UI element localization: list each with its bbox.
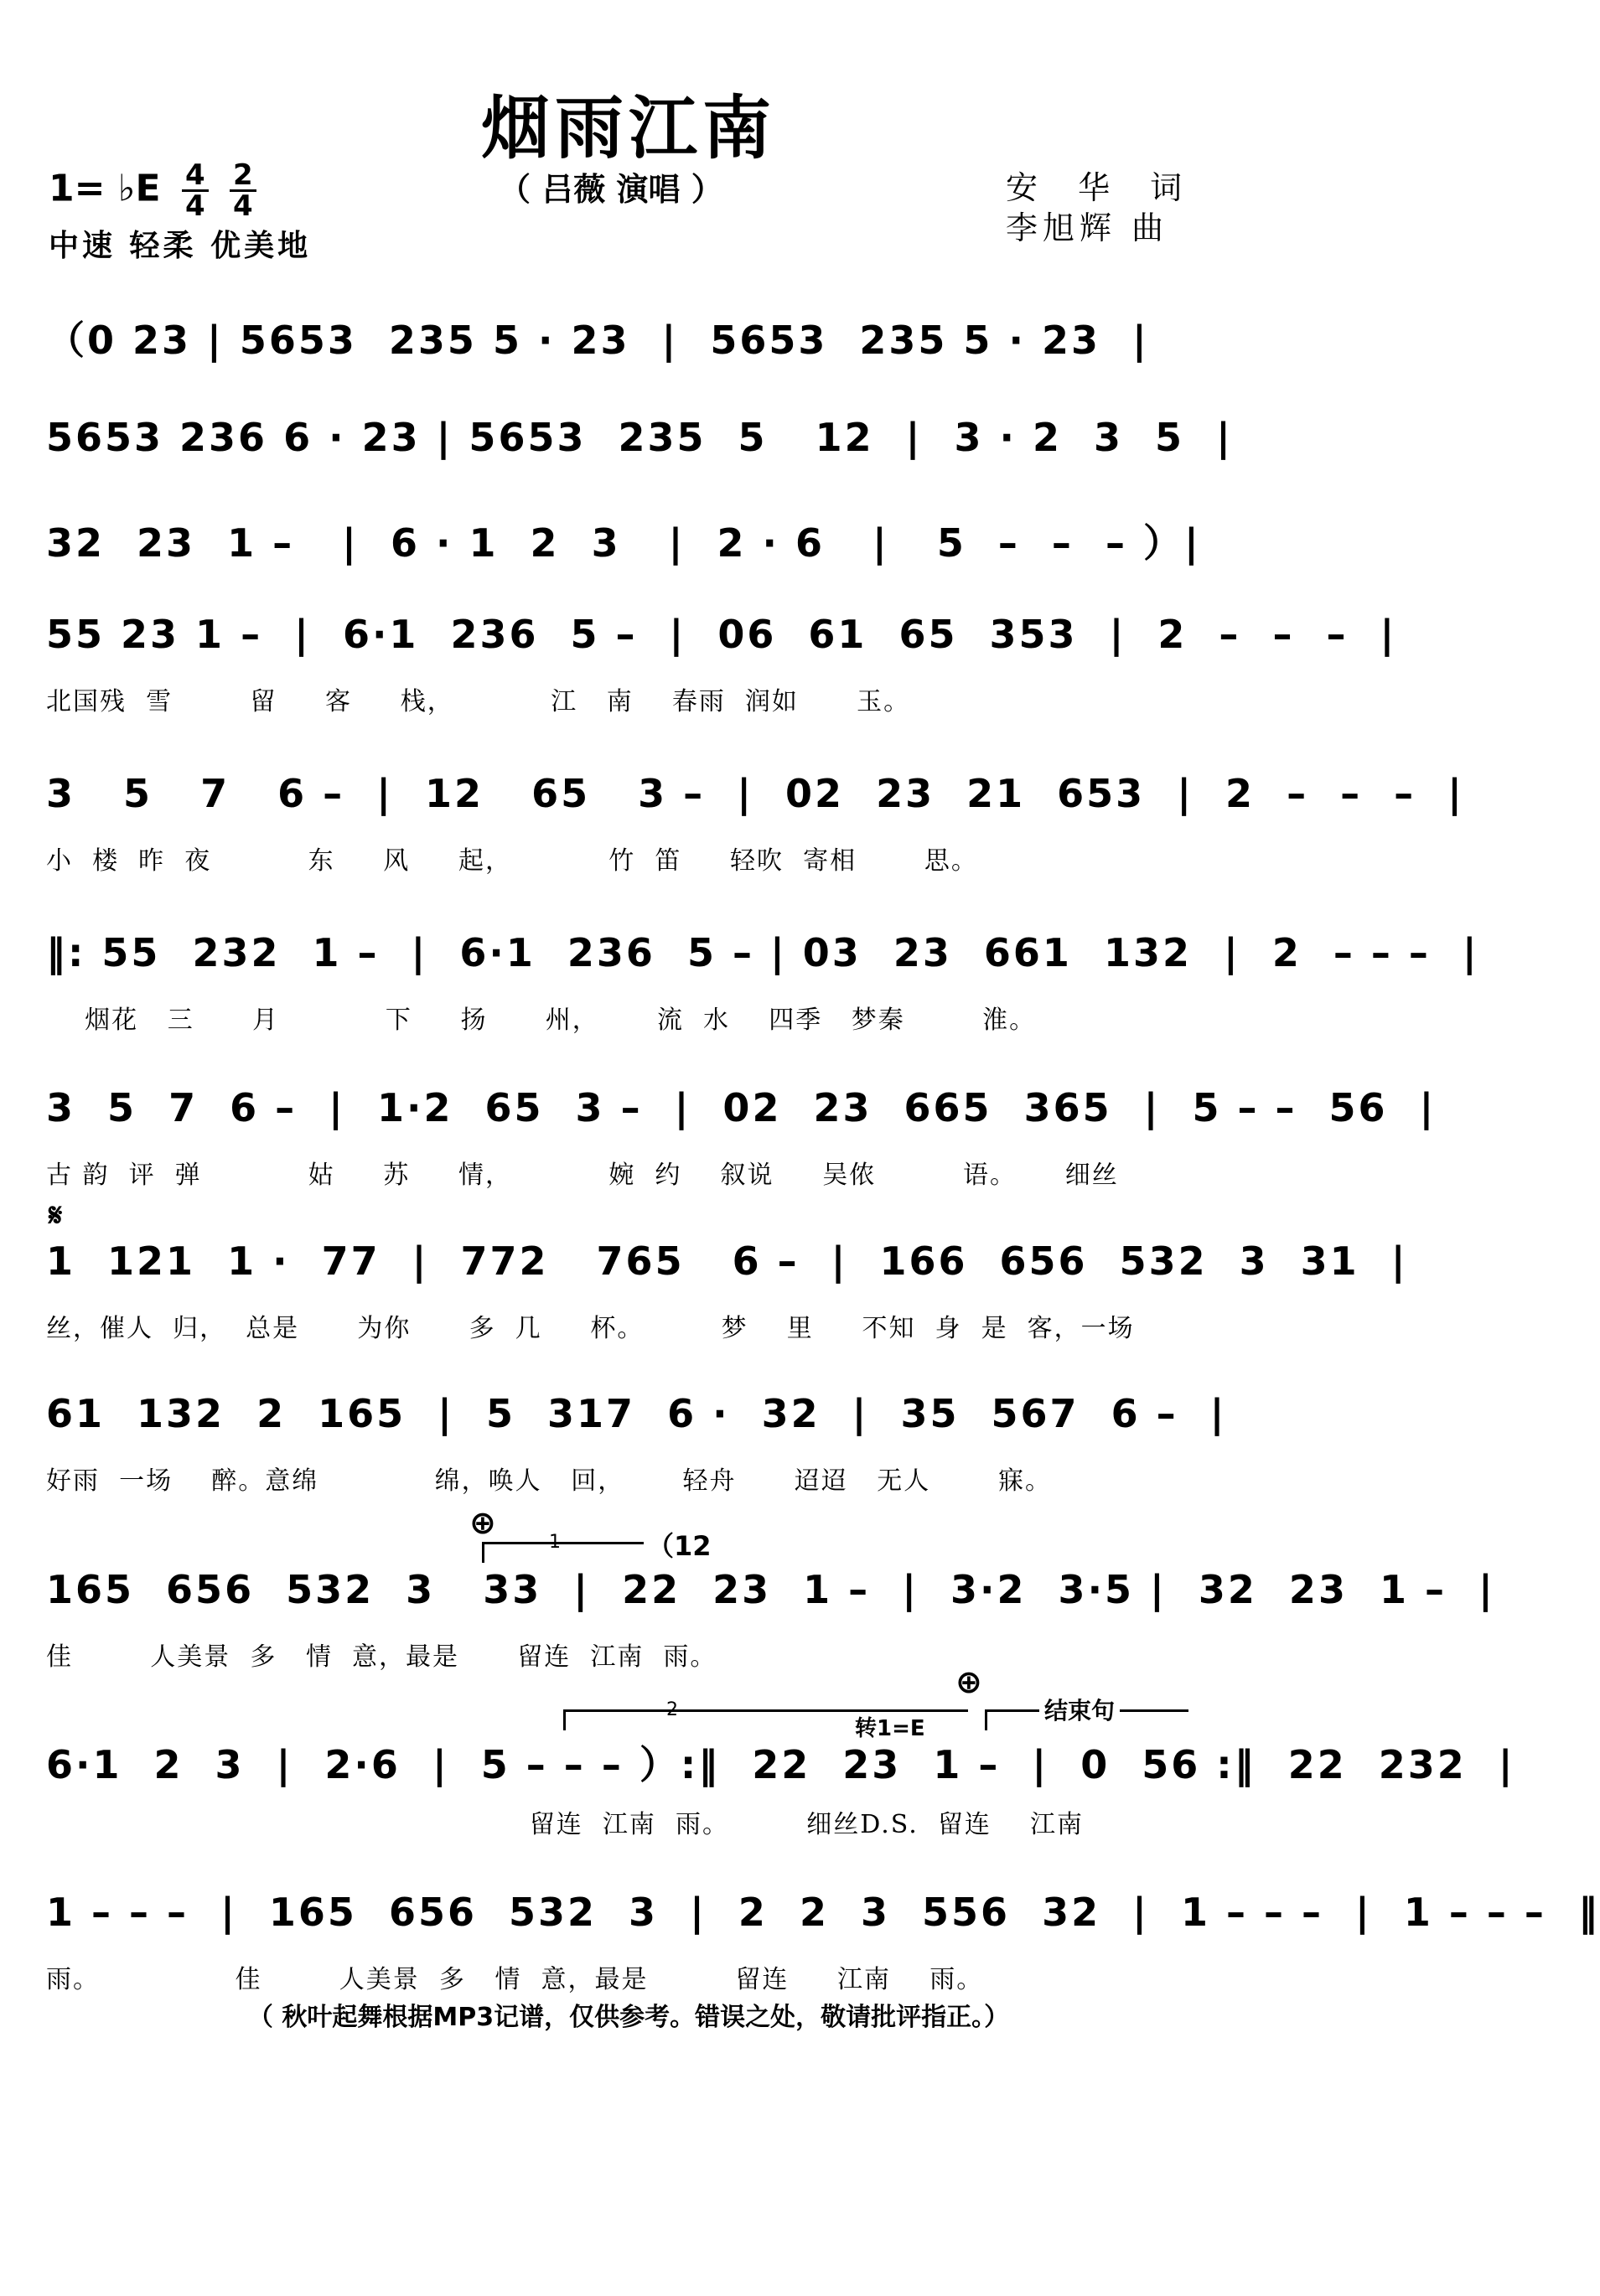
lyrics-line-12: 雨。 佳 人美景 多 情 意，最是 留连 江南 雨。 [46,1965,984,1994]
score-line-7 [46,1085,1437,1194]
time-signature-1 [182,158,209,223]
composer-credit: 李旭辉 曲 [1006,209,1169,246]
coda-mark-1: ⊕ [469,1504,496,1541]
key-signature [49,158,256,223]
lyrics-line-5: 小 楼 昨 夜 东 风 起， 竹 笛 轻吹 寄相 思。 [46,846,978,876]
notation-line-3: 32 23 1 – | 6 · 1 2 3 | 2 · 6 | 5 – – – ）| [46,520,1201,566]
lyrics-line-9: 好雨 一场 醉。意绵 绵，唤人 回， 轻舟 迢迢 无人 寐。 [46,1466,1053,1496]
notation-line-5: 3 5 7 6 – | 12 65 3 – | 02 23 21 653 | 2 – – – | [46,771,1464,816]
lyrics-line-8: 丝，催人 归， 总是 为你 多 几 杯。 梦 里 不知 身 是 客，一场 [46,1314,1135,1343]
lyrics-line-4: 北国残 雪 留 客 栈， 江 南 春雨 润如 玉。 [46,687,911,716]
time-sig-2-numerator: 2 [230,161,256,192]
time-sig-1-numerator: 4 [182,161,209,192]
tempo-marking: 中速 轻柔 优美地 [49,229,312,263]
notation-line-2: 5653 236 6 · 23 | 5653 235 5 12 | 3 · 2 3 5 | [46,415,1233,460]
notation-line-4: 55 23 1 – | 6·1 236 5 – | 06 61 65 353 | 2 – – – | [46,612,1397,657]
transcription-note: （ 秋叶起舞根据MP3记谱，仅供参考。错误之处，敬请批评指正。） [247,2003,1010,2032]
song-title: 烟雨江南 [480,89,776,168]
score-line-10 [46,1567,1495,1676]
volta-2-label: 2 [666,1699,678,1720]
lyrics-line-10: 佳 人美景 多 情 意，最是 留连 江南 雨。 [46,1642,717,1672]
volta-1-label: 1 [549,1532,561,1553]
score-line-4 [46,612,1397,721]
score-line-6 [46,930,1479,1039]
score-line-8 [46,1238,1408,1347]
score-line-11 [46,1735,1515,1844]
score-line-2 [46,415,1233,482]
segno-mark: 𝄋 [49,1197,63,1233]
notation-line-10: 165 656 532 3 33 | 22 23 1 – | 3·2 3·5 | 32 23 1 – | [46,1567,1495,1612]
notation-line-9: 61 132 2 165 | 5 317 6 · 32 | 35 567 6 – | [46,1391,1227,1436]
time-sig-1-denominator: 4 [184,189,205,223]
notation-line-11: 6·1 2 3 | 2·6 | 5 – – – ）:‖ 22 23 1 – | 0 56 :‖ 22 232 | [46,1742,1515,1787]
notation-line-1: （0 23 | 5653 235 5 · 23 | 5653 235 5 · 23 | [46,318,1149,363]
notation-line-6: ‖: 55 232 1 – | 6·1 236 5 – | 03 23 661 132 | 2 – – – | [46,930,1479,975]
lyrics-line-11: 留连 江南 雨。 细丝D.S. 留连 江南 [46,1810,1084,1839]
lyricist-credit: 安 华 词 [1006,169,1198,206]
bracket-note-12: （12 [647,1530,712,1562]
time-signature-2 [230,158,256,223]
score-line-5 [46,771,1464,880]
coda-mark-2: ⊕ [955,1663,982,1700]
modulation-label: 转1=E [855,1716,925,1741]
singer-credit: （ 吕薇 演唱 ） [499,171,723,208]
notation-line-8: 1 121 1 · 77 | 772 765 6 – | 166 656 532 3 31 | [46,1238,1408,1284]
score-line-12 [46,1890,1600,1999]
lyrics-line-7: 古 韵 评 弹 姑 苏 情， 婉 约 叙说 吴侬 语。 细丝 [46,1161,1119,1190]
ending-label: 结束句 [1039,1693,1120,1726]
score-line-1 [46,310,1194,377]
score-line-3 [46,513,1201,580]
notation-line-12: 1 – – – | 165 656 532 3 | 2 2 3 556 32 | 1 – – – | 1 – – – ‖ [46,1890,1600,1935]
lyrics-line-6: 烟花 三 月 下 扬 州， 流 水 四季 梦秦 淮。 [46,1006,1037,1035]
score-line-9 [46,1391,1227,1500]
time-sig-2-denominator: 4 [232,189,253,223]
key-label: 1= ♭E [49,167,161,210]
volta-bracket-1 [482,1542,644,1563]
notation-line-7: 3 5 7 6 – | 1·2 65 3 – | 02 23 665 365 | 5 – – 56 | [46,1085,1437,1130]
